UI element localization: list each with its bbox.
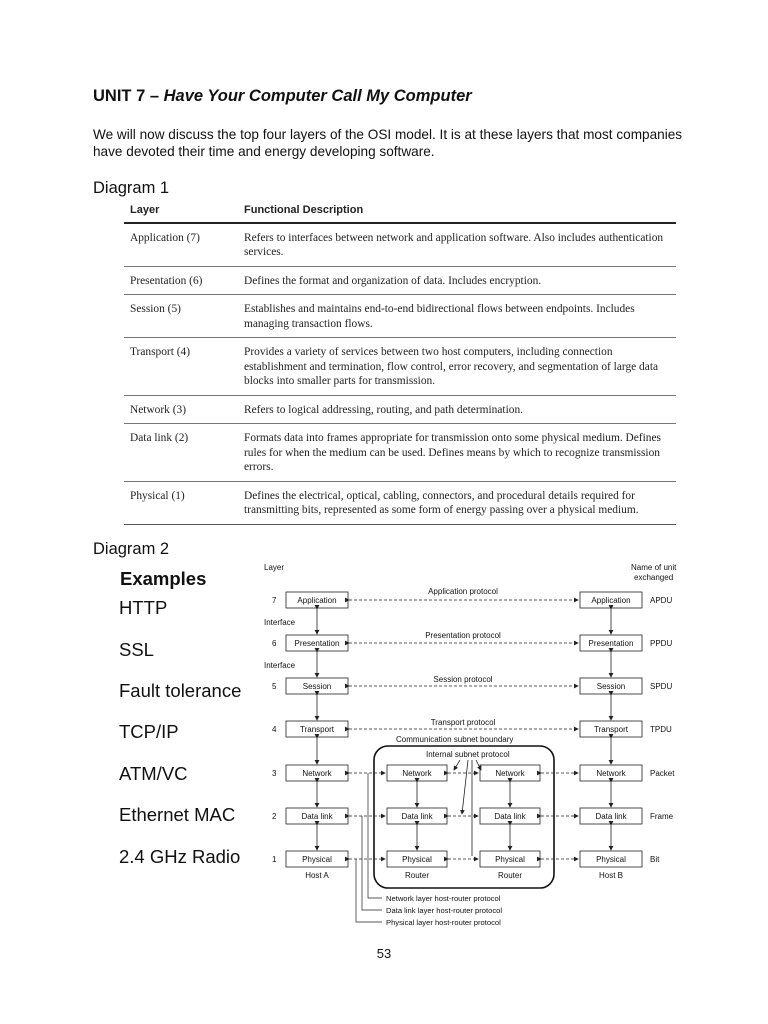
layer-number: 1 xyxy=(272,855,277,864)
table-header-row xyxy=(124,200,676,223)
host-a-layer-label: Physical xyxy=(302,855,332,864)
interface-arrows xyxy=(317,609,611,850)
router-caption: Router xyxy=(497,871,523,880)
unit-column-header: Name of unit xyxy=(631,563,677,572)
host-router-protocol-note: Data link layer host-router protocol xyxy=(386,906,503,915)
router-caption: Router xyxy=(404,871,430,880)
description-cell: Provides a variety of services between two host computers, including connection establishment and termination, flow control, error recovery, and segmentation of large data blocks into smaller parts for transmission. xyxy=(238,338,676,396)
layer-number: 7 xyxy=(272,596,277,605)
unit-name: APDU xyxy=(650,596,673,605)
unit-name: Packet xyxy=(650,769,675,778)
layer-cell: Presentation (6) xyxy=(124,266,238,295)
layer-cell: Network (3) xyxy=(124,395,238,424)
unit-name: PPDU xyxy=(650,639,673,648)
host-b-layer-label: Physical xyxy=(596,855,626,864)
table-row xyxy=(124,424,676,482)
host-b-layer-label: Transport xyxy=(594,725,628,734)
unit-column-header: exchanged xyxy=(634,573,674,582)
router-layer-label: Data link xyxy=(494,812,526,821)
description-cell: Establishes and maintains end-to-end bidirectional flows between endpoints. Includes managing transaction flows. xyxy=(238,295,676,338)
layer-number: 3 xyxy=(272,769,277,778)
table-row xyxy=(124,295,676,338)
layer-cell: Data link (2) xyxy=(124,424,238,482)
host-b-caption: Host B xyxy=(598,871,624,880)
layer-column-header: Layer xyxy=(264,563,285,572)
description-cell: Refers to logical addressing, routing, and path determination. xyxy=(238,395,676,424)
unit-name: SPDU xyxy=(650,682,673,691)
host-a-caption: Host A xyxy=(305,871,329,880)
protocol-label: Session protocol xyxy=(433,675,493,684)
description-cell: Formats data into frames appropriate for transmission onto some physical medium. Defines rules for when the medium can be used. Defines means by which to recognize transmission errors. xyxy=(238,424,676,482)
router-layer-label: Physical xyxy=(402,855,432,864)
example-item: Ethernet MAC xyxy=(119,804,236,825)
host-b-layer-label: Data link xyxy=(595,812,627,821)
description-cell: Defines the electrical, optical, cabling, connectors, and procedural details required for transmitting bits, represented as some form of energy passing over a physical medium. xyxy=(238,481,676,524)
protocol-label: Application protocol xyxy=(428,587,498,596)
host-router-protocol-note: Physical layer host-router protocol xyxy=(386,918,501,927)
unit-name: Bit xyxy=(650,855,660,864)
intro-paragraph: We will now discuss the top four layers of the OSI model. It is at these layers that most companies have devoted their time and energy developing software. xyxy=(93,127,683,159)
layer-cell: Session (5) xyxy=(124,295,238,338)
osi-protocol-diagram xyxy=(256,556,696,936)
router-layer-label: Physical xyxy=(495,855,525,864)
internal-subnet-arrows xyxy=(454,760,481,856)
unit-heading-prefix: UNIT 7 – xyxy=(93,87,164,105)
protocol-label: Presentation protocol xyxy=(425,631,501,640)
table-row xyxy=(124,266,676,295)
example-item: TCP/IP xyxy=(119,721,179,742)
layer-number: 6 xyxy=(272,639,277,648)
examples-title: Examples xyxy=(120,568,207,589)
layer-number: 5 xyxy=(272,682,277,691)
host-b-layer-label: Presentation xyxy=(588,639,634,648)
host-a-layer-label: Session xyxy=(302,682,332,691)
host-a-layer-label: Network xyxy=(302,769,332,778)
host-b-layer-label: Application xyxy=(591,596,631,605)
table-row xyxy=(124,481,676,524)
router-layer-label: Data link xyxy=(401,812,433,821)
layer-number: 4 xyxy=(272,725,277,734)
interface-label: Interface xyxy=(264,661,296,670)
layer-number: 2 xyxy=(272,812,277,821)
unit-name: TPDU xyxy=(650,725,672,734)
subnet-boundary-label: Communication subnet boundary xyxy=(396,735,514,744)
diagram-1-label: Diagram 1 xyxy=(93,179,170,197)
unit-heading-subtitle: Have Your Computer Call My Computer xyxy=(163,87,472,105)
example-item: SSL xyxy=(119,639,154,660)
layer-cell: Transport (4) xyxy=(124,338,238,396)
router-layer-label: Network xyxy=(495,769,525,778)
table-header-description: Functional Description xyxy=(238,200,676,223)
host-a-layer-label: Data link xyxy=(301,812,333,821)
page-number: 53 xyxy=(376,946,392,961)
example-item: 2.4 GHz Radio xyxy=(119,846,241,867)
example-item: ATM/VC xyxy=(119,763,188,784)
layer-cell: Physical (1) xyxy=(124,481,238,524)
host-a-layer-label: Application xyxy=(297,596,337,605)
table-row xyxy=(124,223,676,267)
host-b-layer-label: Session xyxy=(596,682,626,691)
diagram-2-label: Diagram 2 xyxy=(93,540,170,558)
unit-name: Frame xyxy=(650,812,674,821)
description-cell: Refers to interfaces between network and application software. Also includes authentication services. xyxy=(238,223,676,267)
host-a-layer-label: Transport xyxy=(300,725,334,734)
example-item: Fault tolerance xyxy=(119,680,242,701)
example-item: HTTP xyxy=(119,597,168,618)
host-router-callout-lines xyxy=(356,773,382,922)
unit-heading xyxy=(93,87,472,106)
internal-protocol-label: Internal subnet protocol xyxy=(426,750,510,759)
table-header-layer: Layer xyxy=(124,200,238,223)
router-layer-label: Network xyxy=(402,769,432,778)
host-b-layer-label: Network xyxy=(596,769,626,778)
description-cell: Defines the format and organization of data. Includes encryption. xyxy=(238,266,676,295)
host-router-protocol-note: Network layer host-router protocol xyxy=(386,894,501,903)
table-row xyxy=(124,395,676,424)
interface-label: Interface xyxy=(264,618,296,627)
protocol-label: Transport protocol xyxy=(430,718,496,727)
layer-cell: Application (7) xyxy=(124,223,238,267)
table-row xyxy=(124,338,676,396)
osi-layer-table xyxy=(124,200,676,525)
host-a-layer-label: Presentation xyxy=(294,639,340,648)
